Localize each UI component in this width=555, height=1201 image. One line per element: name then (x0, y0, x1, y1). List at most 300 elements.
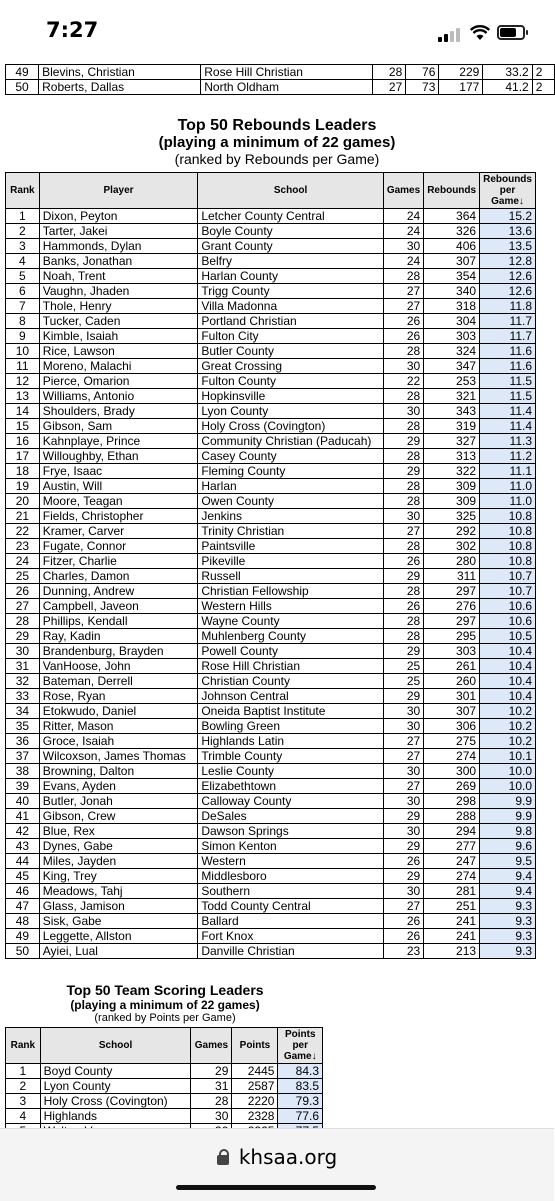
games-cell: 29 (383, 434, 423, 449)
player-cell: Tarter, Jakei (39, 224, 198, 239)
team-col-school[interactable]: School (40, 1028, 191, 1064)
points-cell: 2220 (232, 1094, 278, 1109)
team-col-games[interactable]: Games (191, 1028, 232, 1064)
school-cell: Trinity Christian (198, 524, 384, 539)
school-cell: Highlands (40, 1109, 191, 1124)
games-cell: 28 (383, 479, 423, 494)
rebounds-cell: 241 (424, 914, 480, 929)
player-cell: Pierce, Omarion (39, 374, 198, 389)
table-row (6, 854, 536, 869)
player-cell: Tucker, Caden (39, 314, 198, 329)
col-rebounds-per-game[interactable]: Rebounds per Game↓ (480, 173, 536, 209)
team-col-points[interactable]: Points (232, 1028, 278, 1064)
rebounds-cell: 307 (424, 254, 480, 269)
stat-cell: 2 (532, 65, 554, 80)
rebounds-cell: 298 (424, 794, 480, 809)
player-cell: Blue, Rex (39, 824, 198, 839)
table-row (6, 809, 536, 824)
rank-cell: 5 (6, 269, 40, 284)
table-row (6, 719, 536, 734)
table-row (6, 734, 536, 749)
rank-cell: 2 (6, 1079, 41, 1094)
games-cell: 30 (383, 884, 423, 899)
school-cell: Community Christian (Paducah) (198, 434, 384, 449)
rank-cell: 31 (6, 659, 40, 674)
rpg-cell: 10.1 (480, 749, 536, 764)
rpg-cell: 10.8 (480, 524, 536, 539)
games-cell: 28 (383, 449, 423, 464)
rebounds-cell: 304 (424, 314, 480, 329)
points-cell: 2445 (232, 1064, 278, 1079)
player-cell: Gibson, Sam (39, 419, 198, 434)
rebounds-cell: 309 (424, 479, 480, 494)
school-cell: Russell (198, 569, 384, 584)
school-cell: Jenkins (198, 509, 384, 524)
rank-cell: 24 (6, 554, 40, 569)
table-row (6, 839, 536, 854)
rpg-cell: 9.3 (480, 944, 536, 959)
rank-cell: 41 (6, 809, 40, 824)
rebounds-cell: 241 (424, 929, 480, 944)
player-cell: Ayiei, Lual (39, 944, 198, 959)
table-row (6, 1079, 323, 1094)
rebounds-cell: 213 (424, 944, 480, 959)
rank-cell: 3 (6, 1094, 41, 1109)
rebounds-cell: 274 (424, 749, 480, 764)
school-cell: Harlan (198, 479, 384, 494)
rpg-cell: 11.0 (480, 479, 536, 494)
rpg-cell: 11.7 (480, 314, 536, 329)
games-cell: 29 (383, 689, 423, 704)
rank-cell: 6 (6, 284, 40, 299)
rank-cell: 12 (6, 374, 40, 389)
rank-cell: 1 (6, 209, 40, 224)
rebounds-cell: 303 (424, 329, 480, 344)
table-row (6, 914, 536, 929)
rebounds-cell: 327 (424, 434, 480, 449)
rebounds-cell: 303 (424, 644, 480, 659)
games-cell: 25 (383, 659, 423, 674)
rank-cell: 27 (6, 599, 40, 614)
rpg-cell: 9.4 (480, 884, 536, 899)
team-title-rank: (ranked by Points per Game) (94, 1012, 236, 1024)
rpg-cell: 11.6 (480, 359, 536, 374)
rpg-cell: 10.7 (480, 569, 536, 584)
school-cell: Lyon County (40, 1079, 191, 1094)
rebounds-cell: 277 (424, 839, 480, 854)
rebounds-title-min: (playing a minimum of 22 games) (158, 134, 396, 151)
school-cell: Fleming County (198, 464, 384, 479)
rebounds-cell: 275 (424, 734, 480, 749)
wifi-icon (470, 24, 490, 42)
table-row (6, 704, 536, 719)
rebounds-cell: 292 (424, 524, 480, 539)
rpg-cell: 10.2 (480, 719, 536, 734)
battery-icon (497, 25, 525, 40)
table-row (6, 674, 536, 689)
games-cell: 29 (383, 809, 423, 824)
rpg-cell: 10.4 (480, 659, 536, 674)
rank-cell: 30 (6, 644, 40, 659)
games-cell: 30 (383, 404, 423, 419)
rebounds-cell: 300 (424, 764, 480, 779)
rebounds-cell: 343 (424, 404, 480, 419)
rank-cell: 38 (6, 764, 40, 779)
rank-cell: 50 (6, 944, 40, 959)
player-cell: Leggette, Allston (39, 929, 198, 944)
school-cell: Trimble County (198, 749, 384, 764)
rpg-cell: 13.5 (480, 239, 536, 254)
games-cell: 27 (383, 524, 423, 539)
school-cell: Powell County (198, 644, 384, 659)
table-row (6, 434, 536, 449)
rebounds-cell: 307 (424, 704, 480, 719)
rank-cell: 13 (6, 389, 40, 404)
table-row (6, 65, 555, 80)
player-cell: Browning, Dalton (39, 764, 198, 779)
games-cell: 28 (383, 389, 423, 404)
player-cell: Dunning, Andrew (39, 584, 198, 599)
rpg-cell: 13.6 (480, 224, 536, 239)
games-cell: 27 (383, 284, 423, 299)
rpg-cell: 10.4 (480, 644, 536, 659)
team-col-rank[interactable]: Rank (6, 1028, 41, 1064)
col-player[interactable]: Player (39, 173, 198, 209)
school-cell: Boyd County (40, 1064, 191, 1079)
rank-cell: 37 (6, 749, 40, 764)
player-cell: Williams, Antonio (39, 389, 198, 404)
cellular-signal-icon (438, 26, 464, 42)
player-cell: Wilcoxson, James Thomas (39, 749, 198, 764)
school-cell: Villa Madonna (198, 299, 384, 314)
team-scoring-table (5, 1027, 323, 1139)
school-cell: Letcher County Central (198, 209, 384, 224)
rebounds-cell: 247 (424, 854, 480, 869)
rpg-cell: 10.5 (480, 629, 536, 644)
school-cell: Western (198, 854, 384, 869)
rpg-cell: 9.3 (480, 929, 536, 944)
lock-icon (217, 1155, 229, 1165)
stat-cell: 177 (439, 80, 483, 95)
table-row (6, 80, 555, 95)
col-rebounds[interactable]: Rebounds (424, 173, 480, 209)
player-cell: Ray, Kadin (39, 629, 198, 644)
rebounds-cell: 364 (424, 209, 480, 224)
school-cell: Fulton County (198, 374, 384, 389)
rebounds-cell: 276 (424, 599, 480, 614)
school-cell: Fort Knox (198, 929, 384, 944)
rebounds-cell: 347 (424, 359, 480, 374)
games-cell: 24 (383, 224, 423, 239)
rpg-cell: 10.6 (480, 614, 536, 629)
table-row (6, 689, 536, 704)
games-cell: 27 (383, 899, 423, 914)
player-cell: Phillips, Kendall (39, 614, 198, 629)
rpg-cell: 11.4 (480, 404, 536, 419)
school-cell: DeSales (198, 809, 384, 824)
rpg-cell: 10.4 (480, 689, 536, 704)
games-cell: 30 (383, 824, 423, 839)
rank-cell: 34 (6, 704, 40, 719)
home-indicator[interactable] (176, 1185, 376, 1190)
rpg-cell: 9.3 (480, 899, 536, 914)
school-cell: Butler County (198, 344, 384, 359)
school-cell: Muhlenberg County (198, 629, 384, 644)
table-row (6, 599, 536, 614)
rpg-cell: 11.1 (480, 464, 536, 479)
ppg-cell: 77.6 (278, 1109, 323, 1124)
rpg-cell: 10.0 (480, 764, 536, 779)
games-cell: 30 (383, 359, 423, 374)
games-cell: 30 (383, 719, 423, 734)
player-cell: Groce, Isaiah (39, 734, 198, 749)
rebounds-cell: 280 (424, 554, 480, 569)
rpg-cell: 9.6 (480, 839, 536, 854)
rank-cell: 4 (6, 254, 40, 269)
rank-cell: 46 (6, 884, 40, 899)
player-cell: Banks, Jonathan (39, 254, 198, 269)
games-cell: 28 (383, 614, 423, 629)
table-row (6, 239, 536, 254)
games-cell: 28 (383, 344, 423, 359)
games-cell: 28 (383, 629, 423, 644)
games-cell: 30 (383, 764, 423, 779)
games-cell: 29 (383, 839, 423, 854)
rebounds-cell: 260 (424, 674, 480, 689)
games-cell: 24 (383, 254, 423, 269)
prev-table-tail (5, 64, 555, 95)
rebounds-title-rank: (ranked by Rebounds per Game) (174, 151, 380, 167)
web-content[interactable] (0, 62, 554, 1130)
rank-cell: 17 (6, 449, 40, 464)
rank-cell: 10 (6, 344, 40, 359)
rebounds-cell: 319 (424, 419, 480, 434)
rpg-cell: 9.9 (480, 794, 536, 809)
games-cell: 29 (383, 644, 423, 659)
player-cell: Thole, Henry (39, 299, 198, 314)
games-cell: 30 (191, 1109, 232, 1124)
rpg-cell: 12.6 (480, 269, 536, 284)
table-row (6, 659, 536, 674)
school-cell: Holy Cross (Covington) (198, 419, 384, 434)
table-row (6, 419, 536, 434)
player-cell: Butler, Jonah (39, 794, 198, 809)
table-row (6, 479, 536, 494)
games-cell: 28 (383, 494, 423, 509)
rpg-cell: 11.0 (480, 494, 536, 509)
rank-cell: 49 (6, 65, 39, 80)
table-row (6, 314, 536, 329)
stat-cell: 73 (406, 80, 439, 95)
games-cell: 30 (383, 509, 423, 524)
rpg-cell: 9.9 (480, 809, 536, 824)
player-cell: Campbell, Javeon (39, 599, 198, 614)
rpg-cell: 9.3 (480, 914, 536, 929)
points-cell: 2587 (232, 1079, 278, 1094)
rebounds-cell: 281 (424, 884, 480, 899)
games-cell: 29 (191, 1064, 232, 1079)
school-cell: Lyon County (198, 404, 384, 419)
rank-cell: 15 (6, 419, 40, 434)
school-cell: Middlesboro (198, 869, 384, 884)
games-cell: 27 (383, 749, 423, 764)
rank-cell: 40 (6, 794, 40, 809)
rebounds-cell: 261 (424, 659, 480, 674)
school-cell: Elizabethtown (198, 779, 384, 794)
player-cell: Roberts, Dallas (39, 80, 201, 95)
games-cell: 27 (383, 779, 423, 794)
rebounds-cell: 251 (424, 899, 480, 914)
rpg-cell: 10.8 (480, 554, 536, 569)
rpg-cell: 10.8 (480, 509, 536, 524)
table-row (6, 374, 536, 389)
school-cell: Dawson Springs (198, 824, 384, 839)
rank-cell: 45 (6, 869, 40, 884)
school-cell: North Oldham (201, 80, 373, 95)
games-cell: 28 (373, 65, 406, 80)
rpg-cell: 11.5 (480, 389, 536, 404)
table-row (6, 299, 536, 314)
rebounds-cell: 326 (424, 224, 480, 239)
table-row (6, 569, 536, 584)
rank-cell: 25 (6, 569, 40, 584)
table-row (6, 464, 536, 479)
school-cell: Simon Kenton (198, 839, 384, 854)
player-cell: Austin, Will (39, 479, 198, 494)
rank-cell: 33 (6, 689, 40, 704)
table-row (6, 794, 536, 809)
table-row (6, 884, 536, 899)
table-row (6, 779, 536, 794)
player-cell: Vaughn, Jhaden (39, 284, 198, 299)
rebounds-cell: 302 (424, 539, 480, 554)
rank-cell: 14 (6, 404, 40, 419)
col-rank[interactable]: Rank (6, 173, 40, 209)
browser-bottom-bar (0, 1128, 554, 1201)
table-row (6, 269, 536, 284)
col-school[interactable]: School (198, 173, 384, 209)
rpg-cell: 9.4 (480, 869, 536, 884)
table-row (6, 449, 536, 464)
rank-cell: 32 (6, 674, 40, 689)
school-cell: Boyle County (198, 224, 384, 239)
rank-cell: 11 (6, 359, 40, 374)
school-cell: Western Hills (198, 599, 384, 614)
rebounds-cell: 354 (424, 269, 480, 284)
address-bar[interactable] (0, 1145, 554, 1169)
rank-cell: 28 (6, 614, 40, 629)
table-row (6, 869, 536, 884)
school-cell: Owen County (198, 494, 384, 509)
points-cell: 2328 (232, 1109, 278, 1124)
table-row (6, 389, 536, 404)
rank-cell: 26 (6, 584, 40, 599)
school-cell: Belfry (198, 254, 384, 269)
ppg-cell: 79.3 (278, 1094, 323, 1109)
rpg-cell: 10.7 (480, 584, 536, 599)
table-row (6, 284, 536, 299)
team-col-ppg[interactable]: Points per Game↓ (278, 1028, 323, 1064)
games-cell: 30 (383, 704, 423, 719)
rank-cell: 1 (6, 1064, 41, 1079)
games-cell: 26 (383, 554, 423, 569)
school-cell: Harlan County (198, 269, 384, 284)
school-cell: Grant County (198, 239, 384, 254)
table-row (6, 1109, 323, 1124)
table-row (6, 629, 536, 644)
table-row (6, 254, 536, 269)
games-cell: 28 (383, 269, 423, 284)
school-cell: Christian Fellowship (198, 584, 384, 599)
school-cell: Portland Christian (198, 314, 384, 329)
stat-cell: 33.2 (483, 65, 532, 80)
rebounds-cell: 322 (424, 464, 480, 479)
rank-cell: 43 (6, 839, 40, 854)
col-games[interactable]: Games (383, 173, 423, 209)
rpg-cell: 11.4 (480, 419, 536, 434)
player-cell: Kramer, Carver (39, 524, 198, 539)
rebounds-cell: 294 (424, 824, 480, 839)
school-cell: Ballard (198, 914, 384, 929)
games-cell: 22 (383, 374, 423, 389)
rpg-cell: 9.5 (480, 854, 536, 869)
rpg-cell: 9.8 (480, 824, 536, 839)
rebounds-cell: 301 (424, 689, 480, 704)
rebounds-cell: 313 (424, 449, 480, 464)
rpg-cell: 12.6 (480, 284, 536, 299)
games-cell: 26 (383, 599, 423, 614)
status-bar (0, 0, 554, 66)
rpg-cell: 10.0 (480, 779, 536, 794)
table-row (6, 209, 536, 224)
rebounds-cell: 311 (424, 569, 480, 584)
stat-cell: 2 (532, 80, 554, 95)
school-cell: Todd County Central (198, 899, 384, 914)
rebounds-cell: 274 (424, 869, 480, 884)
player-cell: Fields, Christopher (39, 509, 198, 524)
games-cell: 29 (383, 869, 423, 884)
rebounds-cell: 297 (424, 584, 480, 599)
player-cell: Rice, Lawson (39, 344, 198, 359)
rebounds-cell: 295 (424, 629, 480, 644)
table-row (6, 764, 536, 779)
rpg-cell: 11.2 (480, 449, 536, 464)
rank-cell: 3 (6, 239, 40, 254)
stat-cell: 229 (439, 65, 483, 80)
player-cell: Gibson, Crew (39, 809, 198, 824)
rebounds-table (5, 172, 536, 959)
games-cell: 23 (383, 944, 423, 959)
player-cell: Dynes, Gabe (39, 839, 198, 854)
rpg-cell: 10.2 (480, 704, 536, 719)
player-cell: Willoughby, Ethan (39, 449, 198, 464)
rank-cell: 23 (6, 539, 40, 554)
ppg-cell: 84.3 (278, 1064, 323, 1079)
player-cell: Miles, Jayden (39, 854, 198, 869)
school-cell: Wayne County (198, 614, 384, 629)
player-cell: Evans, Ayden (39, 779, 198, 794)
school-cell: Oneida Baptist Institute (198, 704, 384, 719)
player-cell: Dixon, Peyton (39, 209, 198, 224)
games-cell: 26 (383, 329, 423, 344)
table-row (6, 554, 536, 569)
rank-cell: 19 (6, 479, 40, 494)
rank-cell: 42 (6, 824, 40, 839)
games-cell: 28 (383, 539, 423, 554)
games-cell: 29 (383, 464, 423, 479)
rpg-cell: 11.8 (480, 299, 536, 314)
rank-cell: 49 (6, 929, 40, 944)
